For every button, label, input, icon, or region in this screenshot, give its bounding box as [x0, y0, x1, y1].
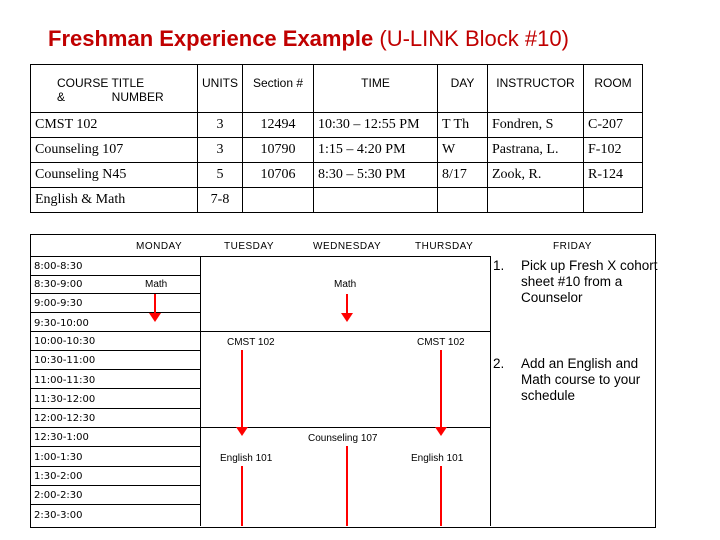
grid-line — [30, 427, 490, 428]
cell-course: Counseling N45 — [31, 163, 198, 188]
note-text: Add an English and Math course to your schedule — [521, 356, 641, 403]
day-header-friday: FRIDAY — [553, 241, 592, 252]
cell-course: Counseling 107 — [31, 138, 198, 163]
cell-section: 12494 — [243, 113, 314, 138]
grid-line — [30, 408, 200, 409]
cell-room: R-124 — [584, 163, 643, 188]
grid-line — [30, 256, 490, 257]
arrowhead-icon — [435, 427, 447, 436]
header-day: DAY — [438, 65, 488, 113]
grid-line — [30, 331, 490, 332]
time-slot: 11:00-11:30 — [34, 375, 96, 386]
header-room: ROOM — [584, 65, 643, 113]
cell-day: W — [438, 138, 488, 163]
header-instructor: INSTRUCTOR — [488, 65, 584, 113]
grid-line — [30, 466, 200, 467]
cell-course: English & Math — [31, 188, 198, 213]
arrow-english-thursday — [440, 466, 442, 526]
time-slot: 10:30-11:00 — [34, 355, 96, 366]
class-label-cmst-thursday: CMST 102 — [417, 337, 465, 348]
grid-line — [490, 256, 491, 526]
note-text: Pick up Fresh X cohort sheet #10 from a Counselor — [521, 258, 658, 305]
header-course-title: COURSE TITLE & NUMBER — [31, 65, 198, 113]
time-slot: 2:30-3:00 — [34, 510, 83, 521]
day-header-wednesday: WEDNESDAY — [313, 241, 382, 252]
time-slot: 1:30-2:00 — [34, 471, 83, 482]
title-subtitle: (U-LINK Block #10) — [379, 26, 569, 51]
grid-line — [30, 350, 200, 351]
time-slot: 12:30-1:00 — [34, 432, 89, 443]
day-header-monday: MONDAY — [136, 241, 183, 252]
header-units: UNITS — [198, 65, 243, 113]
arrow-math-wednesday — [346, 294, 348, 314]
cell-instructor: Pastrana, L. — [488, 138, 584, 163]
course-table-header — [31, 65, 643, 113]
time-slot: 8:30-9:00 — [34, 279, 83, 290]
cell-room: F-102 — [584, 138, 643, 163]
day-header-tuesday: TUESDAY — [224, 241, 274, 252]
cell-units: 5 — [198, 163, 243, 188]
time-slot: 10:00-10:30 — [34, 336, 96, 347]
cell-instructor: Fondren, S — [488, 113, 584, 138]
cell-room: C-207 — [584, 113, 643, 138]
grid-line — [30, 369, 200, 370]
class-label-english-tuesday: English 101 — [220, 453, 273, 464]
cell-instructor: Zook, R. — [488, 163, 584, 188]
table-row — [31, 163, 643, 188]
cell-time: 8:30 – 5:30 PM — [314, 163, 438, 188]
arrow-cmst-thursday — [440, 350, 442, 428]
arrow-english-tuesday — [241, 466, 243, 526]
class-label-math-wednesday: Math — [334, 279, 357, 290]
note-2 — [493, 356, 663, 408]
time-slot: 8:00-8:30 — [34, 261, 83, 272]
cell-time: 10:30 – 12:55 PM — [314, 113, 438, 138]
class-label-english-thursday: English 101 — [411, 453, 464, 464]
header-time: TIME — [314, 65, 438, 113]
table-row — [31, 188, 643, 213]
cell-section: 10706 — [243, 163, 314, 188]
time-slot: 2:00-2:30 — [34, 490, 83, 501]
cell-room — [584, 188, 643, 213]
grid-line — [30, 275, 200, 276]
time-slot: 1:00-1:30 — [34, 452, 83, 463]
cell-time: 1:15 – 4:20 PM — [314, 138, 438, 163]
arrow-math-monday — [154, 294, 156, 314]
grid-line — [30, 485, 200, 486]
grid-line — [200, 256, 201, 526]
day-header-thursday: THURSDAY — [415, 241, 474, 252]
grid-line — [30, 293, 200, 294]
arrow-cmst-tuesday — [241, 350, 243, 428]
grid-line — [30, 312, 200, 313]
arrow-counseling-wednesday — [346, 446, 348, 526]
cell-units: 7-8 — [198, 188, 243, 213]
table-row — [31, 138, 643, 163]
note-1 — [493, 258, 663, 310]
header-section: Section # — [243, 65, 314, 113]
cell-day — [438, 188, 488, 213]
time-slot: 11:30-12:00 — [34, 394, 96, 405]
note-number: 2. — [493, 356, 505, 371]
grid-line — [30, 504, 200, 505]
cell-units: 3 — [198, 138, 243, 163]
cell-day: 8/17 — [438, 163, 488, 188]
arrowhead-icon — [341, 313, 353, 322]
class-label-math-monday: Math — [145, 279, 168, 290]
time-slot: 9:30-10:00 — [34, 318, 89, 329]
cell-section: 10790 — [243, 138, 314, 163]
cell-units: 3 — [198, 113, 243, 138]
cell-time — [314, 188, 438, 213]
class-label-counseling-wednesday: Counseling 107 — [308, 433, 378, 444]
cell-instructor — [488, 188, 584, 213]
grid-line — [30, 388, 200, 389]
table-row — [31, 113, 643, 138]
time-slot: 12:00-12:30 — [34, 413, 96, 424]
cell-course: CMST 102 — [31, 113, 198, 138]
grid-line — [30, 446, 200, 447]
time-slot: 9:00-9:30 — [34, 298, 83, 309]
course-table — [30, 64, 643, 213]
cell-section — [243, 188, 314, 213]
page-title — [48, 26, 569, 52]
note-number: 1. — [493, 258, 505, 273]
arrowhead-icon — [149, 313, 161, 322]
title-main: Freshman Experience Example — [48, 26, 374, 51]
arrowhead-icon — [236, 427, 248, 436]
class-label-cmst-tuesday: CMST 102 — [227, 337, 275, 348]
cell-day: T Th — [438, 113, 488, 138]
